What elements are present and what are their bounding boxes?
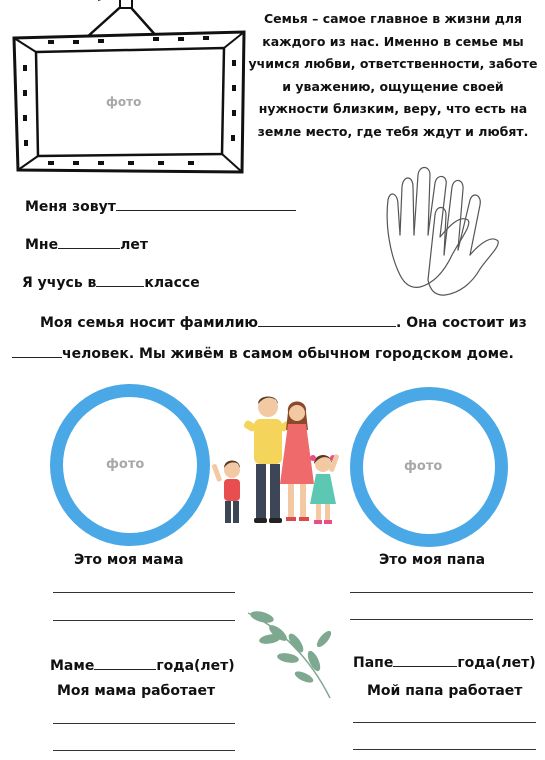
age-blank[interactable] (58, 234, 120, 249)
mother-work-line-2[interactable] (53, 750, 235, 751)
surname-blank[interactable] (258, 312, 396, 327)
mother-age-prefix: Маме (50, 658, 95, 674)
family-line-1 (40, 312, 527, 331)
mother-note-line-1[interactable] (53, 592, 235, 593)
mother-caption: Это моя мама (74, 552, 184, 568)
father-work-line-2[interactable] (353, 749, 536, 750)
grade-suffix: классе (144, 275, 200, 291)
father-age-blank[interactable] (393, 652, 457, 667)
name-line (25, 196, 296, 215)
family-line-2 (12, 343, 514, 362)
family-prefix: Моя семья носит фамилию (40, 315, 259, 331)
members-blank[interactable] (12, 343, 62, 358)
name-blank[interactable] (116, 196, 296, 211)
mother-age-blank[interactable] (94, 655, 156, 670)
frame-photo-label: фото (106, 95, 142, 109)
mother-work-line-1[interactable] (53, 723, 235, 724)
name-prefix: Меня зовут (25, 199, 116, 215)
grade-blank[interactable] (96, 272, 144, 287)
mother-age-line (50, 655, 235, 674)
mother-work-label: Моя мама работает (57, 683, 216, 699)
leaf-branch-icon (240, 603, 340, 703)
family-suffix: . Она состоит из (396, 315, 527, 331)
mother-note-line-2[interactable] (53, 620, 235, 621)
father-photo-label: фото (404, 459, 443, 474)
hands-illustration (380, 165, 510, 300)
father-age-line (353, 652, 536, 671)
family-line-2-text: человек. Мы живём в самом обычном городском доме. (62, 346, 514, 362)
father-note-line-1[interactable] (350, 592, 533, 593)
intro-paragraph: Семья – самое главное в жизни для каждого из нас. Именно в семье мы учимся любви, ответственности, заботе и уважению, ощущение своей нужности близким, веру, что есть на земле место, где тебя ждут и любят. (248, 11, 538, 139)
father-work-line-1[interactable] (353, 722, 536, 723)
mother-age-suffix: года(лет) (156, 658, 235, 674)
family-illustration (210, 392, 350, 530)
age-suffix: лет (120, 237, 148, 253)
father-note-line-2[interactable] (350, 619, 533, 620)
father-age-suffix: года(лет) (457, 655, 536, 671)
father-work-label: Мой папа работает (367, 683, 523, 699)
age-line (25, 234, 148, 253)
father-age-prefix: Папе (353, 655, 394, 671)
picture-frame (8, 0, 248, 180)
grade-prefix: Я учусь в (22, 275, 97, 291)
grade-line (22, 272, 200, 291)
age-prefix: Мне (25, 237, 59, 253)
mother-photo-label: фото (106, 457, 145, 472)
father-caption: Это моя папа (379, 552, 486, 568)
